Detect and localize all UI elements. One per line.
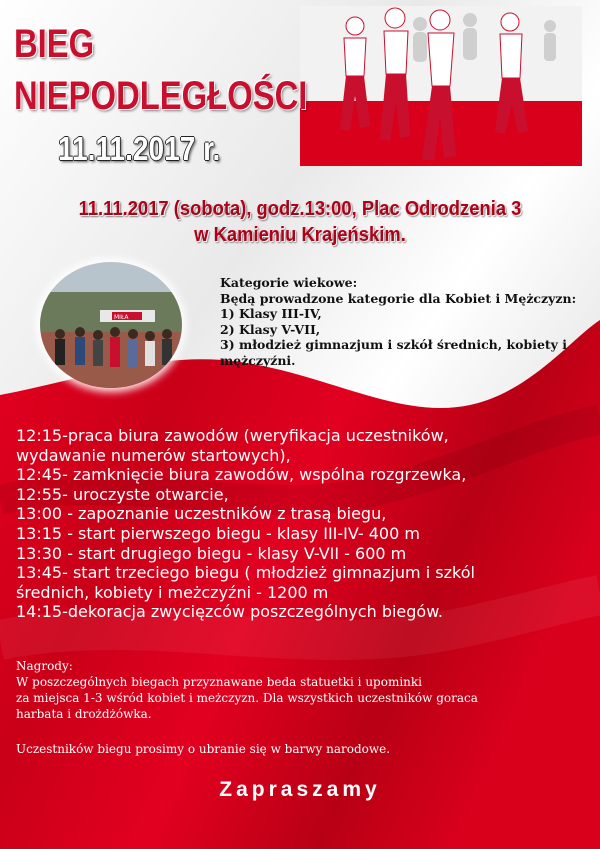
photo-sign-text: MIŁA <box>114 314 129 321</box>
event-location: w Kamieniu Krajeńskim. <box>194 224 406 246</box>
schedule-line: 13:15 - start pierwszego biegu - klasy III-IV- 400 m <box>16 523 420 543</box>
categories-heading: Kategorie wiekowe: <box>220 275 358 290</box>
schedule-line: średnich, kobiety i meżczyźni - 1200 m <box>16 582 329 602</box>
prizes-heading: Nagrody: <box>16 659 73 673</box>
schedule-line: 12:15-praca biura zawodów (weryfikacja uczestników, <box>16 426 449 445</box>
category-item: 3) młodzież gimnazjum i szkół średnich, kobiety i <box>220 337 568 352</box>
schedule-line: 14:15-dekoracja zwycięzców poszczególnych biegów. <box>16 602 443 622</box>
categories-intro: Będą prowadzone kategorie dla Kobiet i Mężczyzn: <box>220 290 577 306</box>
event-time-place: 11.11.2017 (sobota), godz.13:00, Plac Odrodzenia 3 <box>78 198 522 220</box>
schedule-line: wydawanie numerów startowych), <box>16 445 291 465</box>
invitation-text: Zapraszamy <box>219 778 381 801</box>
category-item: 1) Klasy III-IV, <box>220 306 322 321</box>
prizes-section <box>16 658 596 722</box>
prizes-line: za miejsca 1-3 wśród kobiet i meżczyzn. Dla wszystkich uczestników goraca <box>16 691 478 705</box>
schedule <box>16 426 596 622</box>
schedule-line: 13:00 - zapoznanie uczestników z trasą biegu, <box>16 504 387 524</box>
runners-illustration <box>300 6 582 166</box>
age-categories <box>220 275 580 368</box>
participants-photo <box>40 262 182 388</box>
schedule-line: 13:45- start trzeciego biegu ( młodzież gimnazjum i szkól <box>16 563 475 583</box>
schedule-line: 12:45- zamknięcie biura zawodów, wspólna rozgrzewka, <box>16 465 467 485</box>
title-line-2: NIEPODLEGŁOŚCI <box>14 74 308 118</box>
schedule-line: 13:30 - start drugiego biegu - klasy V-VII - 600 m <box>16 543 407 563</box>
prizes-line: W poszczególnych biegach przyznawane beda statuetki i upominki <box>16 675 423 689</box>
title-line-1: BIEG <box>14 22 95 66</box>
schedule-line: 12:55- uroczyste otwarcie, <box>16 484 229 504</box>
prizes-line: harbata i drożdżówka. <box>16 707 152 721</box>
category-item: 2) Klasy V-VII, <box>220 321 321 337</box>
event-date: 11.11.2017 r. <box>58 130 221 167</box>
dress-code-note: Uczestników biegu prosimy o ubranie się w barwy narodowe. <box>16 742 391 756</box>
category-item: mężczyźni. <box>220 352 296 368</box>
